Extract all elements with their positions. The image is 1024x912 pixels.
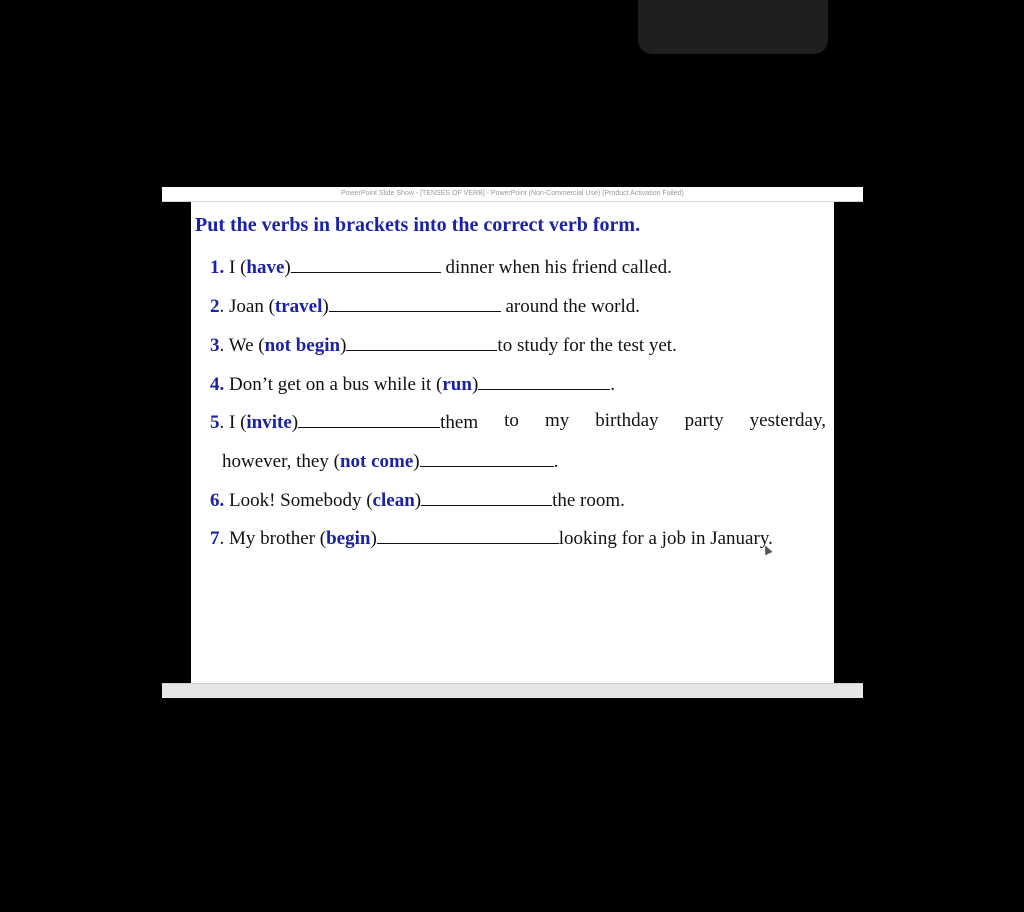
- answer-blank: [346, 332, 497, 351]
- item-text: . I (: [219, 412, 247, 433]
- verb-prompt: run: [442, 374, 472, 395]
- verb-prompt: have: [246, 257, 285, 278]
- item-text: the room.: [552, 490, 625, 511]
- verb-prompt: not come: [339, 451, 414, 472]
- item-word: yesterday,: [749, 410, 826, 431]
- item-text: . Joan (: [219, 296, 275, 317]
- item-number: 7: [210, 528, 220, 549]
- exercise-item-1: [210, 254, 672, 280]
- item-word: my: [544, 410, 570, 431]
- item-number: 4.: [210, 374, 225, 395]
- item-text: ): [322, 296, 329, 317]
- exercise-item-7: [210, 525, 773, 551]
- item-number: 1.: [210, 257, 225, 278]
- window-title: PowerPoint Slide Show - [TENSES OF VERB] - PowerPoint (Non-Commercial Use) (Product Activation Failed): [162, 187, 863, 202]
- exercise-item-3: [210, 332, 677, 358]
- item-text: ): [414, 490, 422, 511]
- verb-prompt: invite: [246, 412, 292, 433]
- letterbox-left: [162, 202, 191, 683]
- item-text: .: [610, 374, 616, 395]
- item-text: Don’t get on a bus while it (: [224, 374, 443, 395]
- item-text: Look! Somebody (: [224, 490, 373, 511]
- item-text: . My brother (: [219, 528, 327, 549]
- item-text: ): [340, 335, 347, 356]
- answer-blank: [478, 371, 610, 390]
- exercise-item-6: [210, 487, 625, 513]
- slideshow-window: [162, 187, 863, 697]
- letterbox-right: [834, 202, 863, 683]
- item-text: however, they (: [222, 451, 340, 472]
- answer-blank: [329, 293, 501, 312]
- slide-title: Put the verbs in brackets into the correct verb form.: [195, 214, 641, 236]
- verb-prompt: travel: [274, 296, 323, 317]
- item-word: birthday: [595, 410, 659, 431]
- item-text: ): [284, 257, 291, 278]
- verb-prompt: clean: [372, 490, 415, 511]
- item-word: to: [504, 410, 519, 431]
- item-word: party: [684, 410, 724, 431]
- item-number: 2: [210, 296, 220, 317]
- verb-prompt: not begin: [264, 335, 341, 356]
- item-text: .: [553, 451, 559, 472]
- item-number: 5: [210, 412, 220, 433]
- item-number: 6.: [210, 490, 225, 511]
- answer-blank: [291, 254, 441, 273]
- exercise-item-5: [210, 409, 826, 435]
- answer-blank: [298, 409, 440, 428]
- item-text: . We (: [219, 335, 265, 356]
- exercise-item-5-continued: [222, 448, 558, 474]
- item-text: to study for the test yet.: [497, 335, 677, 356]
- verb-prompt: begin: [326, 528, 371, 549]
- answer-blank: [377, 525, 559, 544]
- exercise-item-2: [210, 293, 640, 319]
- item-lead: [210, 409, 478, 435]
- slide[interactable]: [191, 202, 834, 683]
- answer-blank: [420, 448, 554, 467]
- item-text: I (: [224, 257, 247, 278]
- item-text: dinner when his friend called.: [440, 257, 672, 278]
- item-text: ): [291, 412, 299, 433]
- status-bar: [162, 683, 863, 698]
- item-word: them: [440, 412, 479, 433]
- camera-notch: [638, 0, 828, 54]
- item-number: 3: [210, 335, 220, 356]
- item-text: around the world.: [500, 296, 641, 317]
- item-text: ): [471, 374, 479, 395]
- item-text: ): [413, 451, 420, 472]
- item-text: looking for a job in January.: [558, 528, 773, 549]
- answer-blank: [421, 487, 552, 506]
- exercise-item-4: [210, 371, 615, 397]
- item-text: ): [370, 528, 377, 549]
